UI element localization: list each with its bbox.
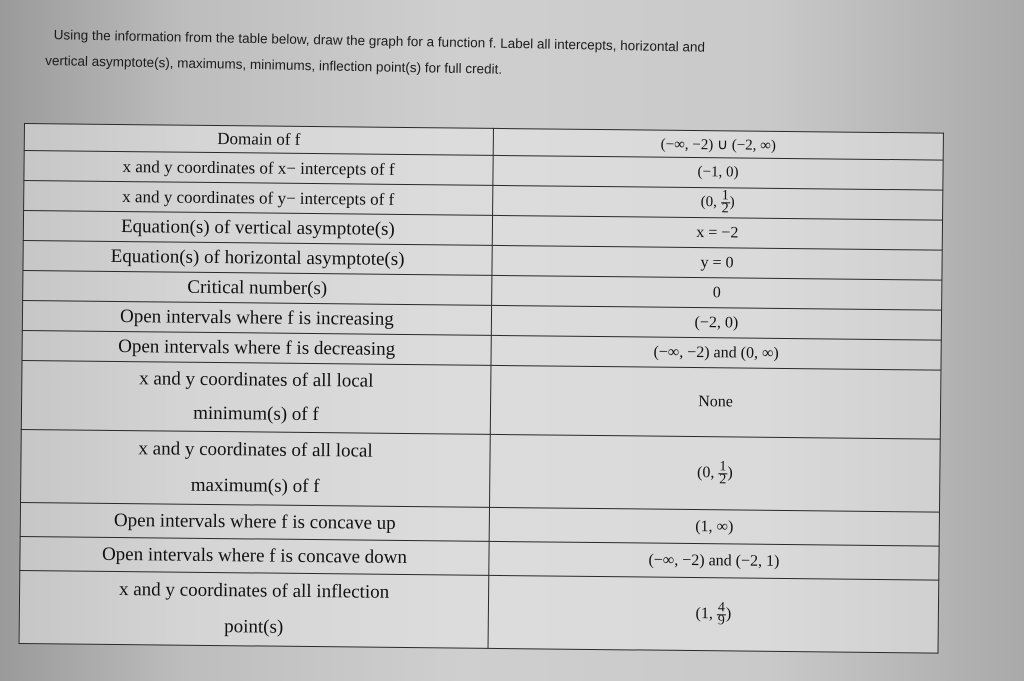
instructions-line-1: Using the information from the table below, draw the graph for a function f. Label all intercepts, horizontal and bbox=[53, 27, 706, 55]
row-label: x and y coordinates of y− intercepts of f bbox=[24, 181, 493, 216]
row-value bbox=[488, 575, 939, 653]
row-value: (−∞, −2) and (−2, 1) bbox=[489, 541, 939, 580]
fraction bbox=[717, 602, 726, 627]
row-label: Equation(s) of horizontal asymptote(s) bbox=[23, 240, 492, 275]
value-suffix: ) bbox=[727, 464, 733, 482]
fraction-denominator: 2 bbox=[719, 472, 727, 488]
row-label-line-1: x and y coordinates of all local bbox=[138, 438, 373, 462]
row-label-line-2: point(s) bbox=[224, 616, 284, 638]
row-value: x = −2 bbox=[492, 215, 942, 250]
table-row-local-maximum bbox=[21, 429, 941, 512]
table-row-local-minimum bbox=[21, 360, 941, 439]
row-label: Equation(s) of vertical asymptote(s) bbox=[23, 211, 492, 246]
fraction-denominator: 2 bbox=[721, 201, 729, 217]
row-value: (−∞, −2) ∪ (−2, ∞) bbox=[493, 128, 943, 160]
value-prefix: (1, bbox=[695, 605, 713, 623]
row-label: Open intervals where f is decreasing bbox=[22, 330, 491, 365]
row-label: Critical number(s) bbox=[23, 270, 492, 305]
table-row-inflection-points bbox=[19, 570, 939, 653]
row-label: Domain of f bbox=[24, 124, 493, 156]
row-value bbox=[493, 185, 943, 220]
row-label-line-2: maximum(s) of f bbox=[190, 474, 320, 498]
row-value: (−2, 0) bbox=[491, 305, 941, 340]
row-value bbox=[490, 434, 941, 512]
row-label: Open intervals where f is increasing bbox=[22, 300, 491, 335]
row-label: Open intervals where f is concave down bbox=[20, 536, 489, 575]
value-suffix: ) bbox=[729, 194, 735, 211]
value-suffix: ) bbox=[725, 605, 732, 623]
fraction-numerator: 1 bbox=[721, 188, 729, 204]
row-label bbox=[21, 429, 491, 507]
fraction bbox=[721, 190, 730, 215]
row-value: 0 bbox=[492, 275, 942, 310]
value-prefix: (0, bbox=[696, 464, 715, 482]
row-label-line-1: x and y coordinates of all local bbox=[139, 368, 374, 392]
fraction bbox=[718, 461, 727, 486]
row-label-line-2: minimum(s) of f bbox=[193, 402, 319, 426]
fraction-numerator: 1 bbox=[719, 459, 727, 475]
row-value: None bbox=[490, 365, 941, 439]
instructions-line-2: vertical asymptote(s), maximums, minimums, inflection point(s) for full credit. bbox=[45, 52, 503, 77]
row-value: y = 0 bbox=[492, 245, 942, 280]
function-properties-sheet bbox=[19, 123, 944, 654]
row-label bbox=[21, 360, 491, 434]
row-value: (−1, 0) bbox=[493, 155, 943, 190]
fraction-numerator: 4 bbox=[717, 600, 726, 616]
instructions bbox=[45, 22, 946, 91]
function-properties-table bbox=[19, 123, 944, 654]
row-label: x and y coordinates of x− intercepts of f bbox=[24, 151, 493, 186]
row-value: (−∞, −2) and (0, ∞) bbox=[491, 335, 941, 370]
row-label-line-1: x and y coordinates of all inflection bbox=[118, 579, 390, 603]
fraction-denominator: 9 bbox=[717, 613, 725, 629]
row-label bbox=[19, 570, 489, 648]
row-value: (1, ∞) bbox=[489, 507, 939, 546]
value-prefix: (0, bbox=[700, 194, 718, 211]
row-label: Open intervals where f is concave up bbox=[20, 502, 489, 541]
